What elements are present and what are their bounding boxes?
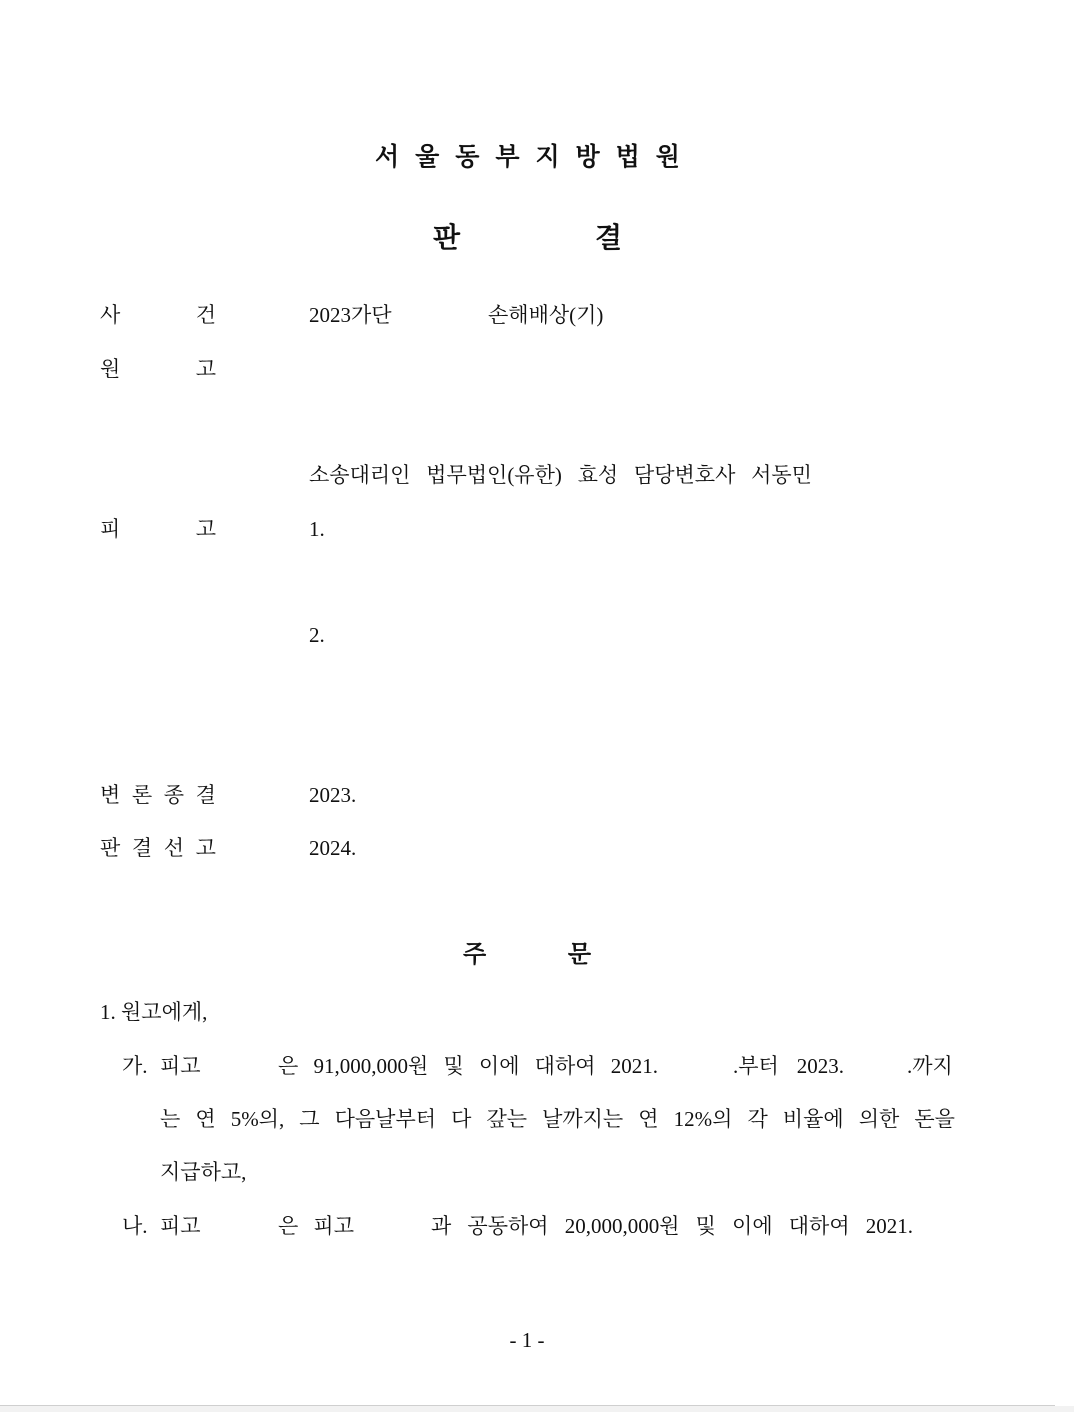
word: 및 bbox=[443, 1054, 464, 1078]
order-ga-segment-1 bbox=[278, 1051, 658, 1081]
order-ga-line-3: 지급하고, bbox=[160, 1160, 247, 1184]
plaintiff-counsel bbox=[309, 460, 812, 490]
order-ga-marker: 가. bbox=[122, 1054, 148, 1078]
word: 문 bbox=[567, 941, 591, 968]
word: 사 bbox=[100, 303, 121, 327]
word: 91,000,000원 bbox=[313, 1054, 429, 1078]
order-na-segment-1 bbox=[278, 1211, 354, 1241]
word: 2023. bbox=[796, 1054, 844, 1078]
pronouncement-label bbox=[100, 833, 216, 863]
word: 은 bbox=[278, 1054, 299, 1078]
word: 은 bbox=[278, 1214, 299, 1238]
order-heading bbox=[463, 940, 591, 970]
word: 선 bbox=[163, 836, 185, 860]
word: 12%의 bbox=[673, 1107, 733, 1131]
word: 연 bbox=[638, 1107, 659, 1131]
word: 부 bbox=[495, 143, 520, 171]
order-ga-segment-3: .까지 bbox=[907, 1054, 953, 1078]
word: 2021. bbox=[865, 1214, 913, 1238]
word: 2021. bbox=[610, 1054, 658, 1078]
word: 판 bbox=[433, 222, 461, 253]
order-ga-party: 피고 bbox=[160, 1054, 201, 1078]
case-name: 손해배상(기) bbox=[488, 303, 604, 327]
word: 건 bbox=[195, 303, 216, 327]
word: 법 bbox=[615, 143, 640, 171]
word: 대하여 bbox=[788, 1214, 850, 1238]
closing-label bbox=[100, 780, 216, 810]
court-name bbox=[375, 141, 680, 173]
word: 원 bbox=[655, 143, 680, 171]
word: 및 bbox=[695, 1214, 716, 1238]
word: 울 bbox=[415, 143, 440, 171]
case-label bbox=[100, 300, 216, 330]
word: 이에 bbox=[478, 1054, 520, 1078]
word: 담당변호사 bbox=[633, 463, 736, 487]
order-na-segment-2 bbox=[431, 1211, 913, 1241]
word: 20,000,000원 bbox=[564, 1214, 680, 1238]
word: 다 bbox=[451, 1107, 472, 1131]
document-title bbox=[433, 222, 622, 254]
word: 피 bbox=[100, 517, 121, 541]
word: 방 bbox=[575, 143, 600, 171]
word: 그 bbox=[299, 1107, 320, 1131]
word: 효성 bbox=[577, 463, 619, 487]
word: 종 bbox=[163, 783, 185, 807]
word: 고 bbox=[195, 836, 216, 860]
word: 다음날부터 bbox=[334, 1107, 437, 1131]
order-item-1: 1. 원고에게, bbox=[100, 1000, 208, 1024]
word: .부터 bbox=[733, 1054, 779, 1078]
word: 판 bbox=[100, 836, 121, 860]
word: 5%의, bbox=[230, 1107, 285, 1131]
word: 비율에 bbox=[782, 1107, 844, 1131]
word: 론 bbox=[131, 783, 153, 807]
word: 과 bbox=[431, 1214, 452, 1238]
word: 결 bbox=[131, 836, 153, 860]
word: 연 bbox=[195, 1107, 216, 1131]
word: 돈을 bbox=[914, 1107, 955, 1131]
word: 고 bbox=[195, 357, 216, 381]
word: 대하여 bbox=[534, 1054, 596, 1078]
word: 법무법인(유한) bbox=[426, 463, 562, 487]
word: 는 bbox=[160, 1107, 181, 1131]
word: 원 bbox=[100, 357, 121, 381]
page-number: - 1 - bbox=[509, 1328, 545, 1352]
word: 서동민 bbox=[751, 463, 812, 487]
word: 변 bbox=[100, 783, 121, 807]
word: 의한 bbox=[858, 1107, 900, 1131]
defendant-item-1: 1. bbox=[309, 517, 325, 541]
word: 날까지는 bbox=[542, 1107, 624, 1131]
case-number: 2023가단 bbox=[309, 303, 392, 327]
pronouncement-date: 2024. bbox=[309, 836, 357, 860]
word: 갚는 bbox=[486, 1107, 528, 1131]
word: 고 bbox=[195, 517, 216, 541]
word: 서 bbox=[375, 143, 400, 171]
closing-date: 2023. bbox=[309, 783, 357, 807]
defendant-item-2: 2. bbox=[309, 623, 325, 647]
page-bottom-margin bbox=[0, 1406, 1074, 1412]
word: 결 bbox=[195, 783, 216, 807]
word: 주 bbox=[463, 941, 487, 968]
word: 소송대리인 bbox=[309, 463, 411, 487]
order-na-marker: 나. bbox=[122, 1214, 148, 1238]
word: 각 bbox=[747, 1107, 768, 1131]
defendant-label bbox=[100, 514, 216, 544]
order-na-party: 피고 bbox=[160, 1214, 201, 1238]
order-ga-segment-2 bbox=[733, 1051, 844, 1081]
word: 이에 bbox=[732, 1214, 773, 1238]
word: 결 bbox=[594, 222, 622, 253]
word: 지 bbox=[535, 143, 560, 171]
plaintiff-label bbox=[100, 354, 216, 384]
word: 피고 bbox=[313, 1214, 354, 1238]
order-ga-line-2 bbox=[160, 1104, 955, 1134]
word: 공동하여 bbox=[467, 1214, 549, 1238]
word: 동 bbox=[455, 143, 480, 171]
